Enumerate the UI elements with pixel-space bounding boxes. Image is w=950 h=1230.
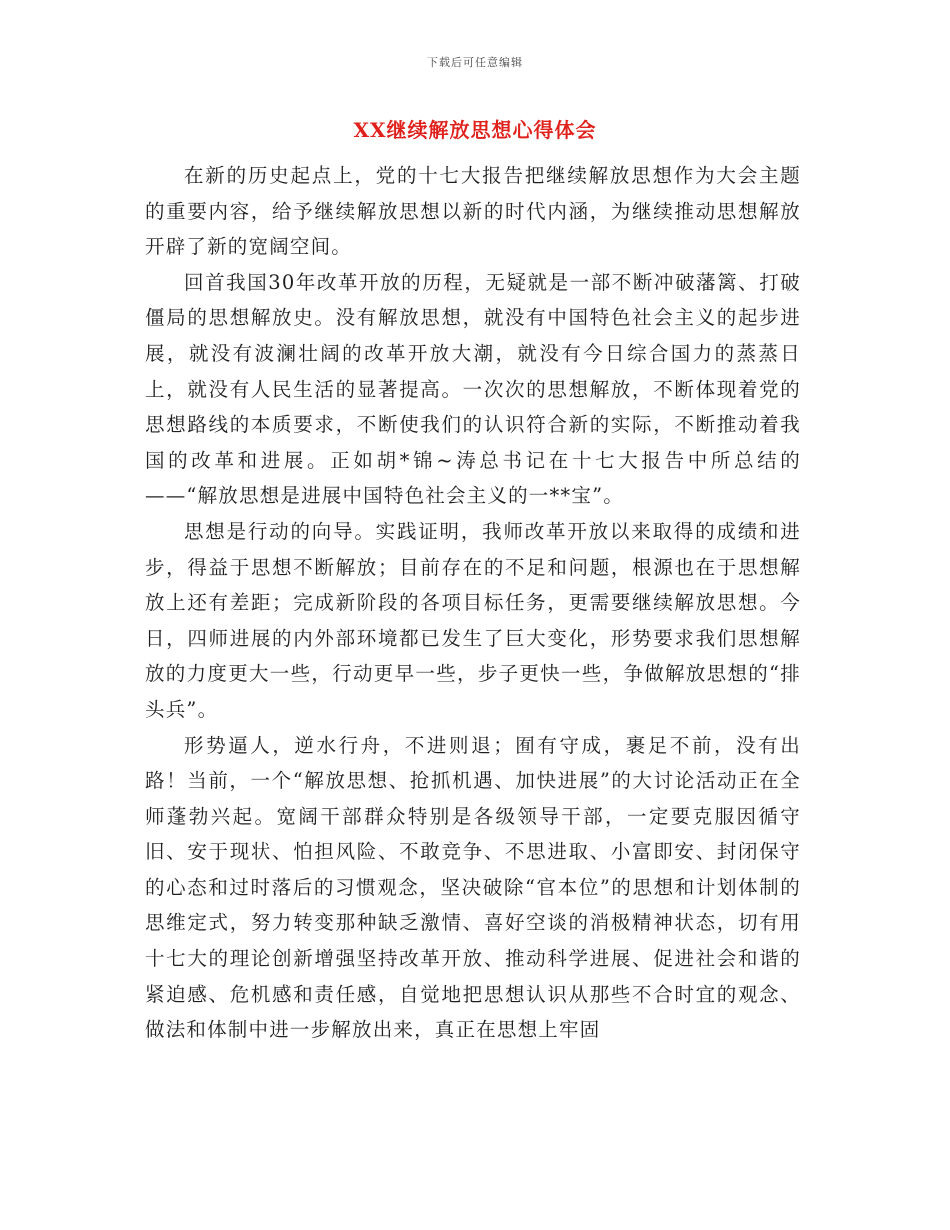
paragraph-4: 形势逼人，逆水行舟，不进则退；囿有守成，裹足不前，没有出路！当前，一个“解放思想、抢抓机遇、加快进展”的大讨论活动正在全师蓬勃兴起。宽阔干部群众特别是各级领导干部，一定要克服因循守旧、安于现状、怕担风险、不敢竞争、不思进取、小富即安、封闭保守的心态和过时落后的习惯观念，坚决破除“官本位”的思想和计划体制的思维定式，努力转变那种缺乏激情、喜好空谈的消极精神状态，切有用十七大的理论创新增强坚持改革开放、推动科学进展、促进社会和谐的紧迫感、危机感和责任感，自觉地把思想认识从那些不合时宜的观念、做法和体制中进一步解放出来，真正在思想上牢固: [145, 733, 801, 1042]
paragraph-1: 在新的历史起点上，党的十七大报告把继续解放思想作为大会主题的重要内容，给予继续解放思想以新的时代内涵，为继续推动思想解放开辟了新的宽阔空间。: [145, 164, 801, 259]
document-body: [145, 158, 801, 1048]
paragraph-2: 回首我国30年改革开放的历程，无疑就是一部不断冲破藩篱、打破僵局的思想解放史。没有解放思想，就没有中国特色社会主义的起步进展，就没有波澜壮阔的改革开放大潮，就没有今日综合国力的蒸蒸日上，就没有人民生活的显著提高。一次次的思想解放，不断体现着党的思想路线的本质要求，不断使我们的认识符合新的实际，不断推动着我国的改革和进展。正如胡*锦~涛总书记在十七大报告中所总结的——“解放思想是进展中国特色社会主义的一**宝”。: [145, 270, 801, 508]
document-title: XX继续解放思想心得体会: [353, 118, 597, 142]
header-note: 下载后可任意编辑: [427, 56, 523, 69]
paragraph-3: 思想是行动的向导。实践证明，我师改革开放以来取得的成绩和进步，得益于思想不断解放；目前存在的不足和问题，根源也在于思想解放上还有差距；完成新阶段的各项目标任务，更需要继续解放思想。今日，四师进展的内外部环境都已发生了巨大变化，形势要求我们思想解放的力度更大一些，行动更早一些，步子更快一些，争做解放思想的“排头兵”。: [145, 519, 801, 721]
